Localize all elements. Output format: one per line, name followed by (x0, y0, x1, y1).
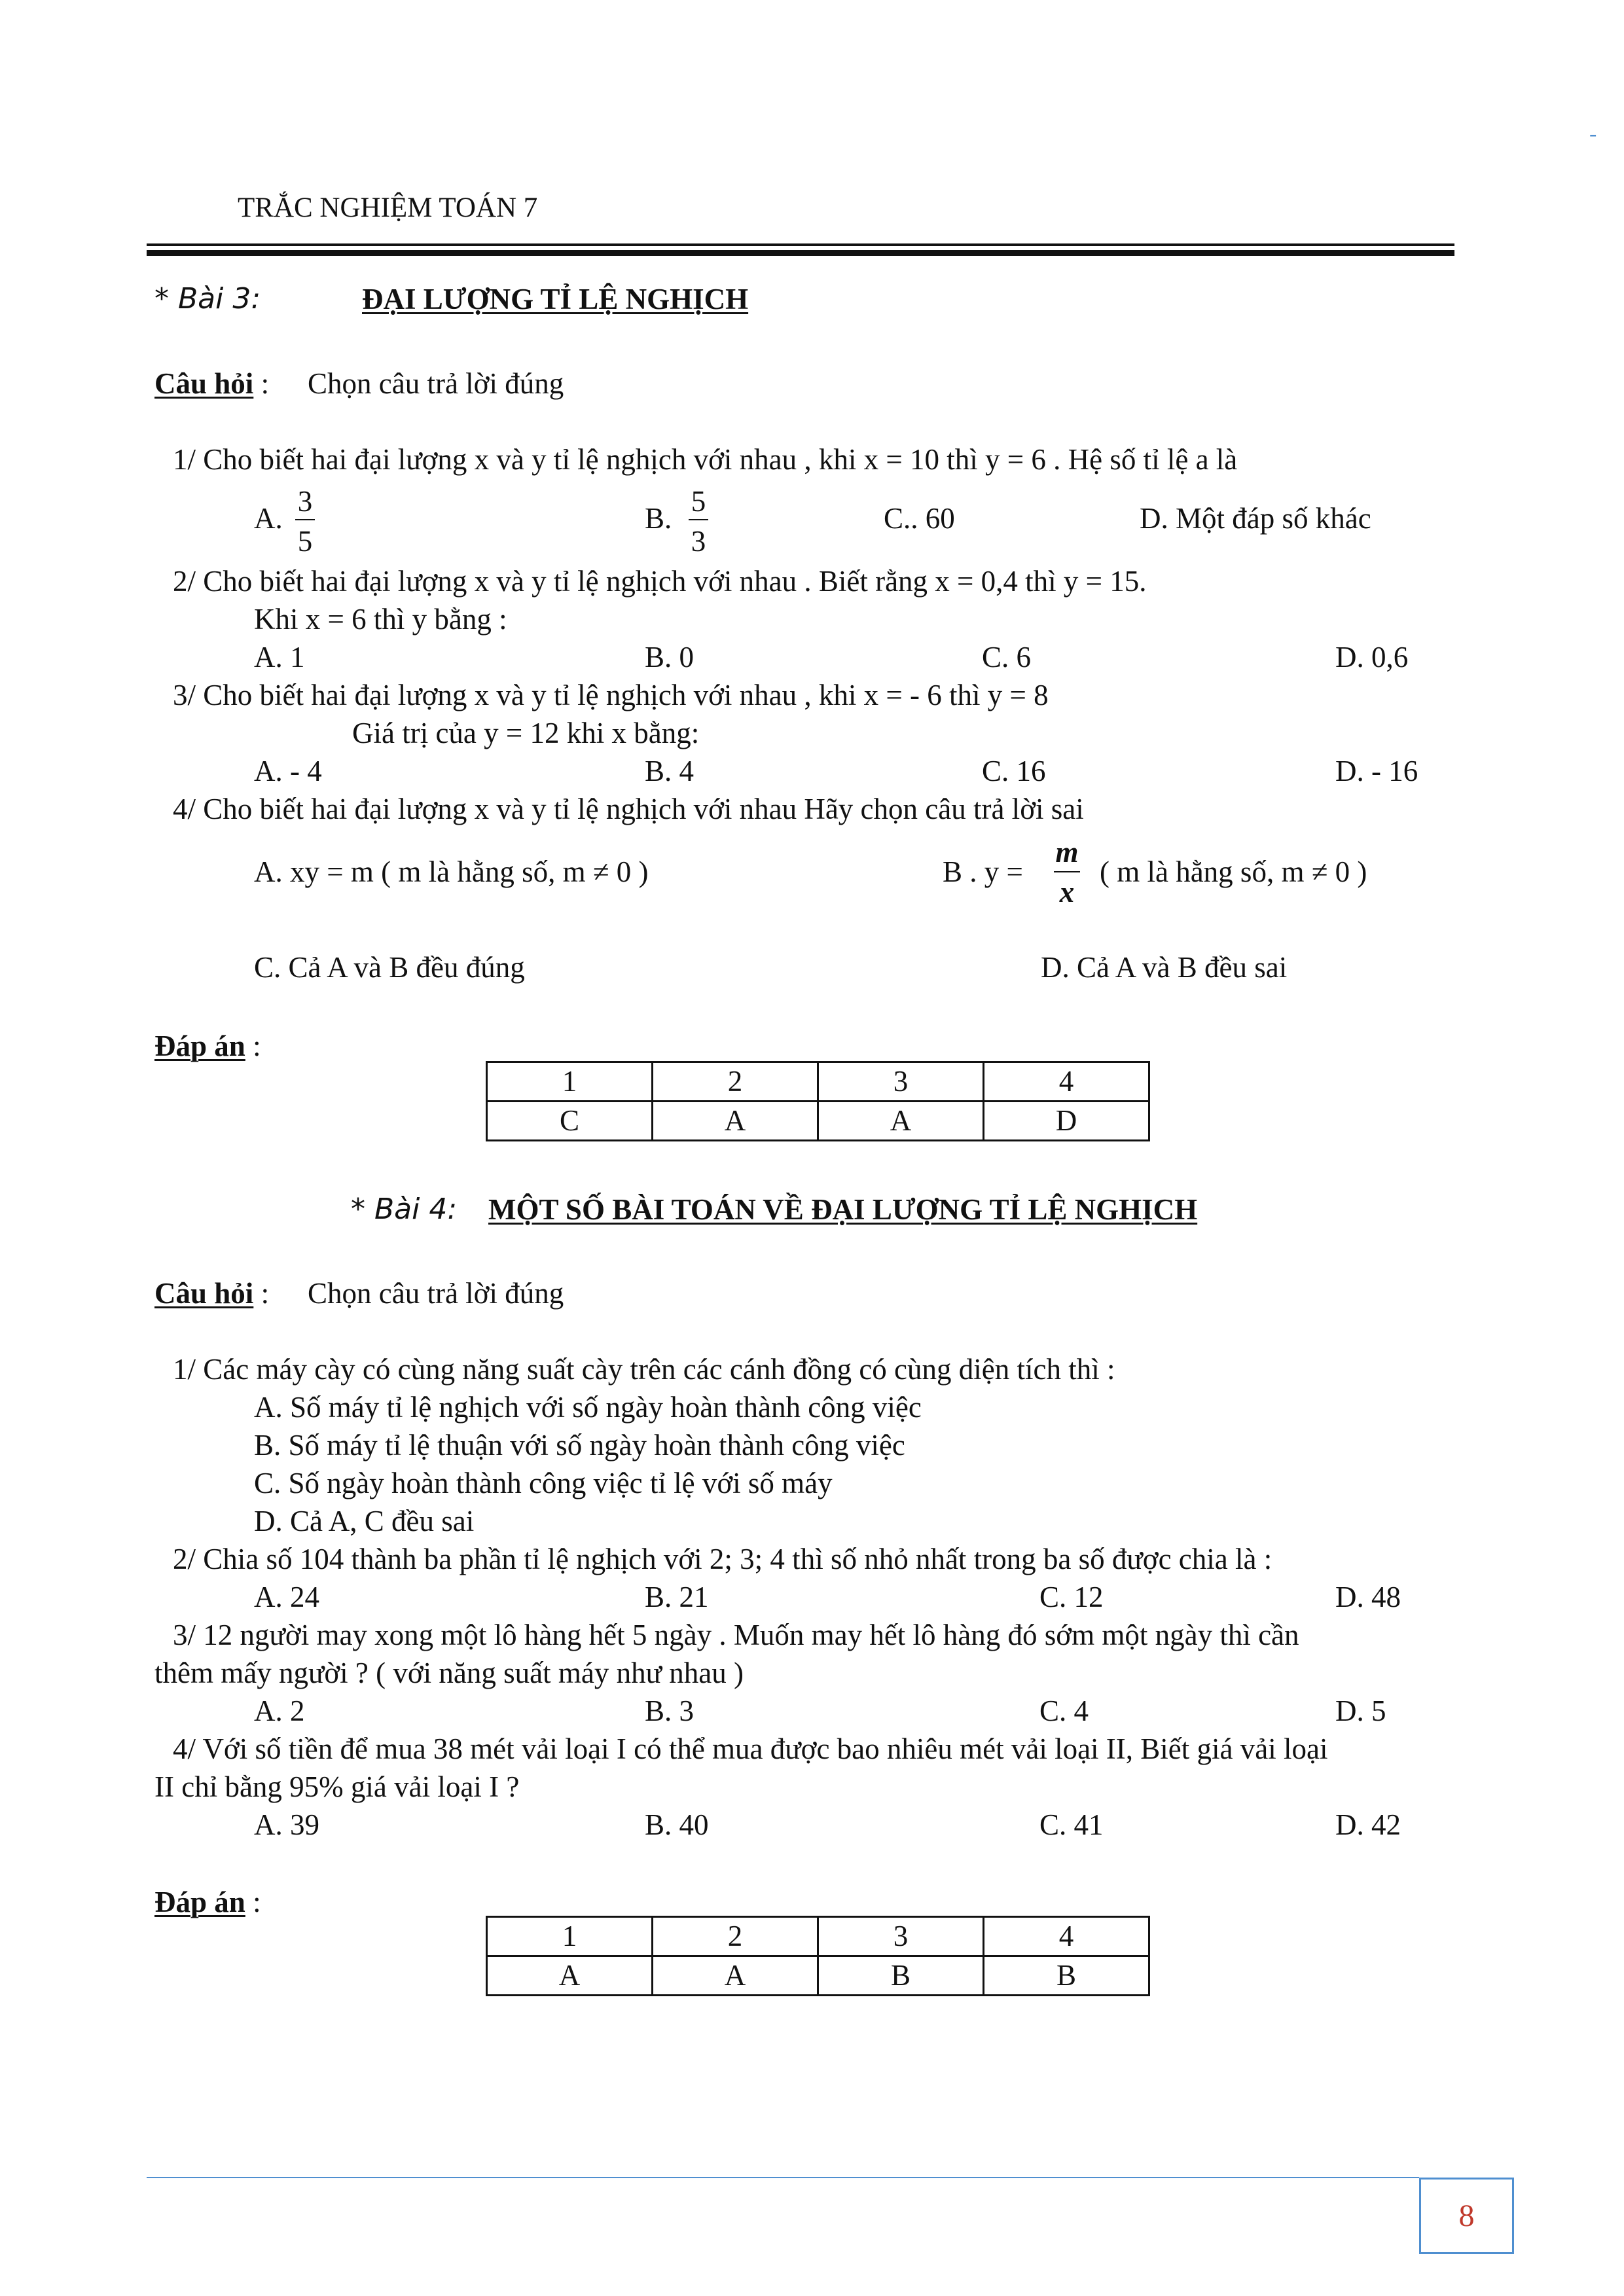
answer-letter: A (487, 1956, 653, 1996)
lesson3-question-heading (154, 369, 269, 399)
l4-q4-option-b: B. 40 (645, 1808, 709, 1841)
question-label: Câu hỏi (154, 367, 254, 400)
l4-q3-option-b: B. 3 (645, 1695, 695, 1727)
fraction-numerator: 3 (297, 485, 313, 518)
l3-q3-option-a: A. - 4 (254, 755, 322, 787)
l4-q3-option-a: A. 2 (254, 1695, 305, 1727)
l4-q4-text2: II chỉ bằng 95% giá vải loại I ? (154, 1770, 520, 1803)
l4-q1-option-b: B. Số máy tỉ lệ thuận với số ngày hoàn thành công việc (254, 1429, 905, 1462)
l3-q3-text: 3/ Cho biết hai đại lượng x và y tỉ lệ nghịch với nhau , khi x = - 6 thì y = 8 (173, 679, 1049, 711)
answer-letter: B (818, 1956, 984, 1996)
l3-q2-option-d: D. 0,6 (1335, 641, 1409, 673)
l3-q1-option-b-fraction (689, 487, 708, 556)
footer-rule (147, 2177, 1419, 2178)
answer-number: 4 (984, 1062, 1149, 1102)
lesson3-prefix: * Bài 3: (154, 282, 261, 315)
l3-q4-option-c: C. Cả A và B đều đúng (254, 951, 525, 984)
l4-q2-text: 2/ Chia số 104 thành ba phần tỉ lệ nghịch với 2; 3; 4 thì số nhỏ nhất trong ba số được chia là : (173, 1543, 1272, 1575)
l4-q1-option-c: C. Số ngày hoàn thành công việc tỉ lệ với số máy (254, 1467, 833, 1499)
answer-letter: A (653, 1102, 818, 1141)
lesson4-answer-heading (154, 1888, 261, 1917)
l4-q3-option-c: C. 4 (1039, 1695, 1089, 1727)
answer-letter-row (487, 1956, 1149, 1996)
l3-q4-option-b-prefix: B . y = (943, 855, 1023, 888)
l4-q3-text2: thêm mấy người ? ( với năng suất máy như nhau ) (154, 1657, 744, 1689)
l3-q1-option-c: C.. 60 (884, 502, 955, 535)
lesson4-prefix: * Bài 4: (351, 1193, 458, 1226)
l4-q4-option-a: A. 39 (254, 1808, 319, 1841)
lesson4-question-heading (154, 1279, 269, 1308)
answer-colon: : (245, 1030, 261, 1062)
header-dash: - (1589, 122, 1597, 146)
l3-q1-text: 1/ Cho biết hai đại lượng x và y tỉ lệ nghịch với nhau , khi x = 10 thì y = 6 . Hệ số tỉ lệ a là (173, 443, 1238, 476)
question-colon: : (253, 367, 270, 400)
lesson4-instruction: Chọn câu trả lời đúng (308, 1277, 564, 1310)
fraction-numerator: m (1055, 836, 1079, 869)
l3-q2-text: 2/ Cho biết hai đại lượng x và y tỉ lệ nghịch với nhau . Biết rằng x = 0,4 thì y = 15. (173, 565, 1147, 598)
fraction-bar (689, 519, 708, 520)
lesson3-instruction: Chọn câu trả lời đúng (308, 367, 564, 400)
l3-q2-option-b: B. 0 (645, 641, 695, 673)
lesson3-title: ĐẠI LƯỢNG TỈ LỆ NGHỊCH (362, 283, 749, 315)
l4-q3-option-d: D. 5 (1335, 1695, 1386, 1727)
l4-q2-option-b: B. 21 (645, 1581, 709, 1613)
l4-q2-option-a: A. 24 (254, 1581, 319, 1613)
answer-letter: B (984, 1956, 1149, 1996)
l3-q1-option-a-fraction (295, 487, 315, 556)
l3-q1-option-b-label: B. (645, 502, 672, 535)
answer-number: 1 (487, 1917, 653, 1956)
answer-letter: D (984, 1102, 1149, 1141)
l4-q1-option-d: D. Cả A, C đều sai (254, 1505, 475, 1537)
lesson4-answer-table (486, 1916, 1150, 1996)
l3-q3-option-b: B. 4 (645, 755, 695, 787)
answer-label: Đáp án (154, 1030, 245, 1062)
header-rule-top (147, 243, 1454, 246)
l3-q1-option-a-label: A. (254, 502, 283, 535)
answer-number: 2 (653, 1917, 818, 1956)
l3-q4-text: 4/ Cho biết hai đại lượng x và y tỉ lệ nghịch với nhau Hãy chọn câu trả lời sai (173, 793, 1084, 825)
answer-number: 1 (487, 1062, 653, 1102)
answer-number-row (487, 1062, 1149, 1102)
fraction-denominator: x (1059, 876, 1075, 908)
answer-letter: C (487, 1102, 653, 1141)
l3-q2-text2: Khi x = 6 thì y bằng : (254, 603, 507, 636)
l4-q4-option-d: D. 42 (1335, 1808, 1401, 1841)
answer-number: 3 (818, 1917, 984, 1956)
page-number-box (1419, 2178, 1514, 2254)
l3-q4-option-b-fraction (1054, 838, 1080, 907)
l4-q4-text: 4/ Với số tiền để mua 38 mét vải loại I có thể mua được bao nhiêu mét vải loại II, Biết giá vải loại (173, 1732, 1328, 1765)
l4-q4-option-c: C. 41 (1039, 1808, 1104, 1841)
fraction-bar (295, 519, 315, 520)
l3-q3-text2: Giá trị của y = 12 khi x bằng: (352, 717, 700, 749)
answer-number: 4 (984, 1917, 1149, 1956)
l4-q1-text: 1/ Các máy cày có cùng năng suất cày trên các cánh đồng có cùng diện tích thì : (173, 1353, 1115, 1386)
answer-letter: A (818, 1102, 984, 1141)
answer-letter-row (487, 1102, 1149, 1141)
answer-label: Đáp án (154, 1886, 245, 1918)
answer-colon: : (245, 1886, 261, 1918)
lesson4-title: MỘT SỐ BÀI TOÁN VỀ ĐẠI LƯỢNG TỈ LỆ NGHỊCH (488, 1193, 1198, 1226)
fraction-bar (1054, 871, 1080, 872)
answer-number: 3 (818, 1062, 984, 1102)
l4-q3-text: 3/ 12 người may xong một lô hàng hết 5 ngày . Muốn may hết lô hàng đó sớm một ngày thì cần (173, 1619, 1299, 1651)
answer-number: 2 (653, 1062, 818, 1102)
l3-q4-option-b-suffix: ( m là hằng số, m ≠ 0 ) (1100, 855, 1367, 888)
l3-q2-option-a: A. 1 (254, 641, 305, 673)
fraction-numerator: 5 (691, 485, 706, 518)
l3-q3-option-d: D. - 16 (1335, 755, 1418, 787)
l4-q2-option-d: D. 48 (1335, 1581, 1401, 1613)
l3-q2-option-c: C. 6 (982, 641, 1032, 673)
page-header-title: TRẮC NGHIỆM TOÁN 7 (238, 192, 538, 223)
l3-q4-option-d: D. Cả A và B đều sai (1041, 951, 1288, 984)
l3-q1-option-d: D. Một đáp số khác (1140, 502, 1371, 535)
l4-q2-option-c: C. 12 (1039, 1581, 1104, 1613)
page-number: 8 (1458, 2198, 1475, 2233)
fraction-denominator: 5 (297, 525, 313, 558)
answer-letter: A (653, 1956, 818, 1996)
fraction-denominator: 3 (691, 525, 706, 558)
l3-q4-option-a: A. xy = m ( m là hằng số, m ≠ 0 ) (254, 855, 649, 888)
lesson3-answer-heading (154, 1031, 261, 1061)
question-colon: : (253, 1277, 270, 1310)
l3-q3-option-c: C. 16 (982, 755, 1046, 787)
l4-q1-option-a: A. Số máy tỉ lệ nghịch với số ngày hoàn thành công việc (254, 1391, 922, 1424)
question-label: Câu hỏi (154, 1277, 254, 1310)
lesson3-answer-table (486, 1061, 1150, 1141)
header-rule-bottom (147, 250, 1454, 256)
answer-number-row (487, 1917, 1149, 1956)
